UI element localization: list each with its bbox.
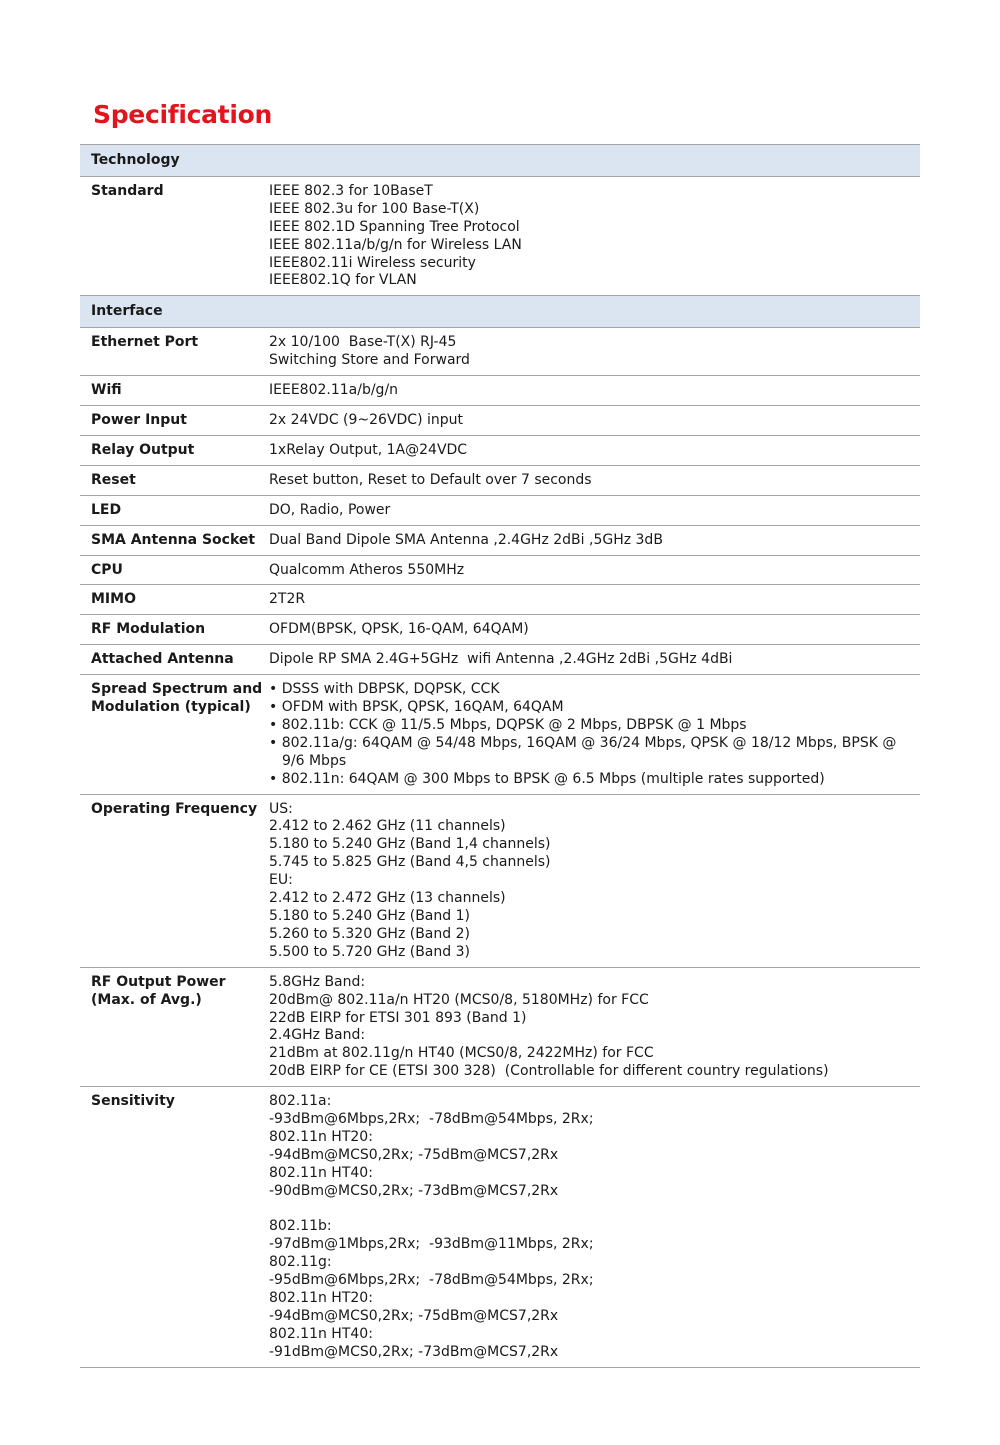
spec-value-line: -91dBm@MCS0,2Rx; -73dBm@MCS7,2Rx	[269, 1343, 559, 1360]
section-heading-blank	[258, 296, 920, 328]
spec-value-line: 5.745 to 5.825 GHz (Band 4,5 channels)	[269, 854, 551, 871]
section-header-row	[80, 296, 920, 328]
spec-value-line: 2.412 to 2.472 GHz (13 channels)	[269, 890, 506, 907]
spec-label-line: LED	[91, 501, 122, 518]
spec-label-line: (Max. of Avg.)	[91, 991, 202, 1008]
spec-row	[80, 1087, 920, 1368]
spec-label-line: MIMO	[91, 591, 136, 608]
spec-row	[80, 615, 920, 645]
spec-bullet-text: 802.11b: CCK @ 11/5.5 Mbps, DQPSK @ 2 Mbps, DBPSK @ 1 Mbps	[281, 716, 747, 733]
spec-row	[80, 794, 920, 967]
spec-label-line: SMA Antenna Socket	[91, 531, 256, 548]
spec-label	[80, 495, 258, 525]
spec-label-line: RF Output Power	[91, 973, 226, 990]
spec-bullet-item	[269, 699, 916, 717]
section-header-row	[80, 145, 920, 177]
spec-value	[258, 495, 920, 525]
spec-value-line: -90dBm@MCS0,2Rx; -73dBm@MCS7,2Rx	[269, 1182, 559, 1199]
spec-table-body	[80, 145, 920, 1368]
spec-value	[258, 794, 920, 967]
spec-bullet-text: 802.11a/g: 64QAM @ 54/48 Mbps, 16QAM @ 36/24 Mbps, QPSK @ 18/12 Mbps, BPSK @ 9/6 Mbps	[281, 734, 897, 769]
spec-value-line: -94dBm@MCS0,2Rx; -75dBm@MCS7,2Rx	[269, 1308, 559, 1325]
section-heading: Interface	[80, 296, 258, 328]
spec-value-line: 802.11b:	[269, 1218, 332, 1235]
bullet-icon: •	[269, 699, 282, 716]
spec-value	[258, 1087, 920, 1368]
spec-label-line: Modulation (typical)	[91, 699, 251, 716]
spec-value-line: OFDM(BPSK, QPSK, 16-QAM, 64QAM)	[269, 621, 529, 638]
spec-row	[80, 555, 920, 585]
spec-label-line: Ethernet Port	[91, 334, 199, 351]
spec-value-line: IEEE802.11i Wireless security	[269, 254, 476, 271]
bullet-icon: •	[269, 681, 282, 698]
spec-label	[80, 376, 258, 406]
spec-bullet-item	[269, 717, 916, 735]
spec-row	[80, 675, 920, 794]
spec-bullet-text: 802.11n: 64QAM @ 300 Mbps to BPSK @ 6.5 Mbps (multiple rates supported)	[281, 770, 825, 787]
spec-value-line: IEEE802.1Q for VLAN	[269, 272, 417, 289]
bullet-icon: •	[269, 716, 282, 733]
spec-label	[80, 967, 258, 1086]
spec-label-line: Attached Antenna	[91, 651, 234, 668]
spec-value-line: 21dBm at 802.11g/n HT40 (MCS0/8, 2422MHz) for FCC	[269, 1045, 654, 1062]
spec-value-line: IEEE802.11a/b/g/n	[269, 382, 399, 399]
spec-value-line: 5.8GHz Band:	[269, 973, 366, 990]
spec-value	[258, 555, 920, 585]
spec-label	[80, 1087, 258, 1368]
spec-value	[258, 585, 920, 615]
spec-value-line: IEEE 802.3 for 10BaseT	[269, 182, 433, 199]
spec-value-line: 802.11n HT20:	[269, 1128, 373, 1145]
spec-value	[258, 465, 920, 495]
spec-value-line: 5.260 to 5.320 GHz (Band 2)	[269, 925, 470, 942]
spec-label	[80, 328, 258, 376]
spec-value-line: 20dB EIRP for CE (ETSI 300 328) (Controllable for different country regulations)	[269, 1063, 829, 1080]
spec-value	[258, 615, 920, 645]
spec-value-line: IEEE 802.11a/b/g/n for Wireless LAN	[269, 236, 522, 253]
spec-row	[80, 435, 920, 465]
spec-label-line: Operating Frequency	[91, 800, 258, 817]
spec-label	[80, 645, 258, 675]
spec-value	[258, 328, 920, 376]
spec-value-line: US:	[269, 800, 293, 817]
spec-label	[80, 465, 258, 495]
spec-table	[80, 144, 920, 1368]
spec-label	[80, 176, 258, 295]
spec-value-line: -97dBm@1Mbps,2Rx; -93dBm@11Mbps, 2Rx;	[269, 1236, 594, 1253]
bullet-icon: •	[269, 770, 282, 787]
spec-value-line: 1xRelay Output, 1A@24VDC	[269, 441, 468, 458]
spec-value	[258, 645, 920, 675]
spec-value-line: 5.180 to 5.240 GHz (Band 1,4 channels)	[269, 836, 551, 853]
spec-value-line: IEEE 802.1D Spanning Tree Protocol	[269, 218, 520, 235]
spec-row	[80, 645, 920, 675]
spec-value-line: 20dBm@ 802.11a/n HT20 (MCS0/8, 5180MHz) for FCC	[269, 991, 649, 1008]
spec-value-line: 22dB EIRP for ETSI 301 893 (Band 1)	[269, 1009, 527, 1026]
spec-label	[80, 555, 258, 585]
spec-row	[80, 495, 920, 525]
spec-bullet-text: OFDM with BPSK, QPSK, 16QAM, 64QAM	[281, 699, 564, 716]
spec-value-line: 2x 24VDC (9~26VDC) input	[269, 411, 464, 428]
spec-value-line: 2.412 to 2.462 GHz (11 channels)	[269, 818, 506, 835]
spec-value-line: 802.11n HT40:	[269, 1325, 373, 1342]
spec-value-line: Dipole RP SMA 2.4G+5GHz wifi Antenna ,2.4GHz 2dBi ,5GHz 4dBi	[269, 651, 733, 668]
spec-row	[80, 525, 920, 555]
spec-bullet-item	[269, 771, 916, 789]
spec-row	[80, 376, 920, 406]
spec-value	[258, 967, 920, 1086]
spec-value-line: DO, Radio, Power	[269, 501, 391, 518]
spec-value-line: Dual Band Dipole SMA Antenna ,2.4GHz 2dBi ,5GHz 3dB	[269, 531, 663, 548]
spec-value-line: IEEE 802.3u for 100 Base-T(X)	[269, 200, 480, 217]
spec-label-line: CPU	[91, 561, 123, 578]
spec-label-line: RF Modulation	[91, 621, 206, 638]
spec-value	[258, 376, 920, 406]
section-heading-blank	[258, 145, 920, 177]
spec-value	[258, 176, 920, 295]
spec-label-line: Power Input	[91, 411, 187, 428]
spec-value-line: -94dBm@MCS0,2Rx; -75dBm@MCS7,2Rx	[269, 1146, 559, 1163]
spec-value-line: 802.11n HT20:	[269, 1290, 373, 1307]
spec-row	[80, 585, 920, 615]
spec-value-line: 5.180 to 5.240 GHz (Band 1)	[269, 908, 470, 924]
spec-blank-line	[269, 1201, 916, 1219]
spec-label-line: Sensitivity	[91, 1093, 175, 1110]
spec-value-line: 802.11g:	[269, 1254, 332, 1271]
spec-label-line: Reset	[91, 471, 136, 488]
spec-value-line: Qualcomm Atheros 550MHz	[269, 561, 465, 578]
spec-label-line: Wifi	[91, 382, 122, 399]
spec-value-line: 2x 10/100 Base-T(X) RJ-45	[269, 334, 457, 351]
spec-value-line: Switching Store and Forward	[269, 352, 470, 369]
spec-value-line: -95dBm@6Mbps,2Rx; -78dBm@54Mbps, 2Rx;	[269, 1272, 594, 1289]
spec-value-line: 2T2R	[269, 591, 306, 608]
spec-value-line: 802.11n HT40:	[269, 1164, 373, 1181]
spec-value-line: Reset button, Reset to Default over 7 seconds	[269, 471, 592, 488]
bullet-icon: •	[269, 734, 282, 751]
spec-value	[258, 405, 920, 435]
spec-value-line: 5.500 to 5.720 GHz (Band 3)	[269, 943, 470, 960]
spec-row	[80, 405, 920, 435]
page-title: Specification	[93, 100, 272, 129]
spec-value	[258, 435, 920, 465]
spec-value-line: EU:	[269, 872, 293, 889]
spec-label-line: Spread Spectrum and	[91, 681, 263, 698]
spec-row	[80, 176, 920, 295]
spec-row	[80, 465, 920, 495]
spec-bullet-text: DSSS with DBPSK, DQPSK, CCK	[281, 681, 500, 698]
spec-label	[80, 615, 258, 645]
spec-bullet-item	[269, 681, 916, 699]
spec-label	[80, 794, 258, 967]
spec-label-line: Relay Output	[91, 441, 195, 458]
spec-label	[80, 525, 258, 555]
spec-value-line: 2.4GHz Band:	[269, 1027, 366, 1044]
spec-value	[258, 675, 920, 794]
spec-value-line: -93dBm@6Mbps,2Rx; -78dBm@54Mbps, 2Rx;	[269, 1111, 594, 1128]
spec-label-line: Standard	[91, 182, 164, 199]
spec-bullet-item	[269, 735, 916, 771]
spec-value-line: 802.11a:	[269, 1093, 332, 1110]
spec-row	[80, 967, 920, 1086]
spec-label	[80, 675, 263, 794]
section-heading: Technology	[80, 145, 258, 177]
spec-label	[80, 435, 258, 465]
spec-label	[80, 585, 258, 615]
spec-label	[80, 405, 258, 435]
spec-row	[80, 328, 920, 376]
spec-value	[258, 525, 920, 555]
